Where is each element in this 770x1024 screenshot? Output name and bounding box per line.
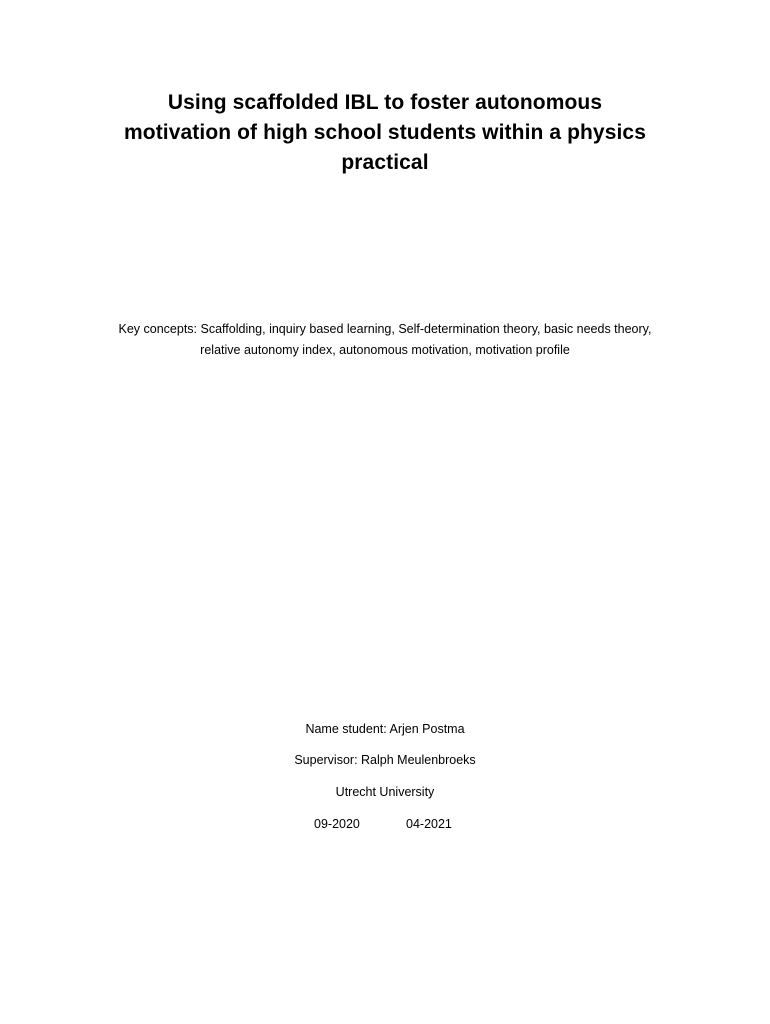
supervisor-name: Supervisor: Ralph Meulenbroeks <box>294 753 476 767</box>
title-line-2: motivation of high school students within a physics <box>124 121 646 144</box>
key-concepts-line-1: Key concepts: Scaffolding, inquiry based learning, Self-determination theory, basic needs theory, <box>118 322 652 336</box>
end-date: 04-2021 <box>406 817 452 831</box>
title-line-1: Using scaffolded IBL to foster autonomous <box>167 91 603 114</box>
title-line-3: practical <box>341 151 429 174</box>
document-title <box>85 88 685 178</box>
start-date: 09-2020 <box>314 817 360 831</box>
key-concepts-line-2: relative autonomy index, autonomous motivation, motivation profile <box>200 343 570 357</box>
key-concepts <box>60 319 710 361</box>
university-name: Utrecht University <box>335 785 435 799</box>
student-name: Name student: Arjen Postma <box>305 722 465 736</box>
